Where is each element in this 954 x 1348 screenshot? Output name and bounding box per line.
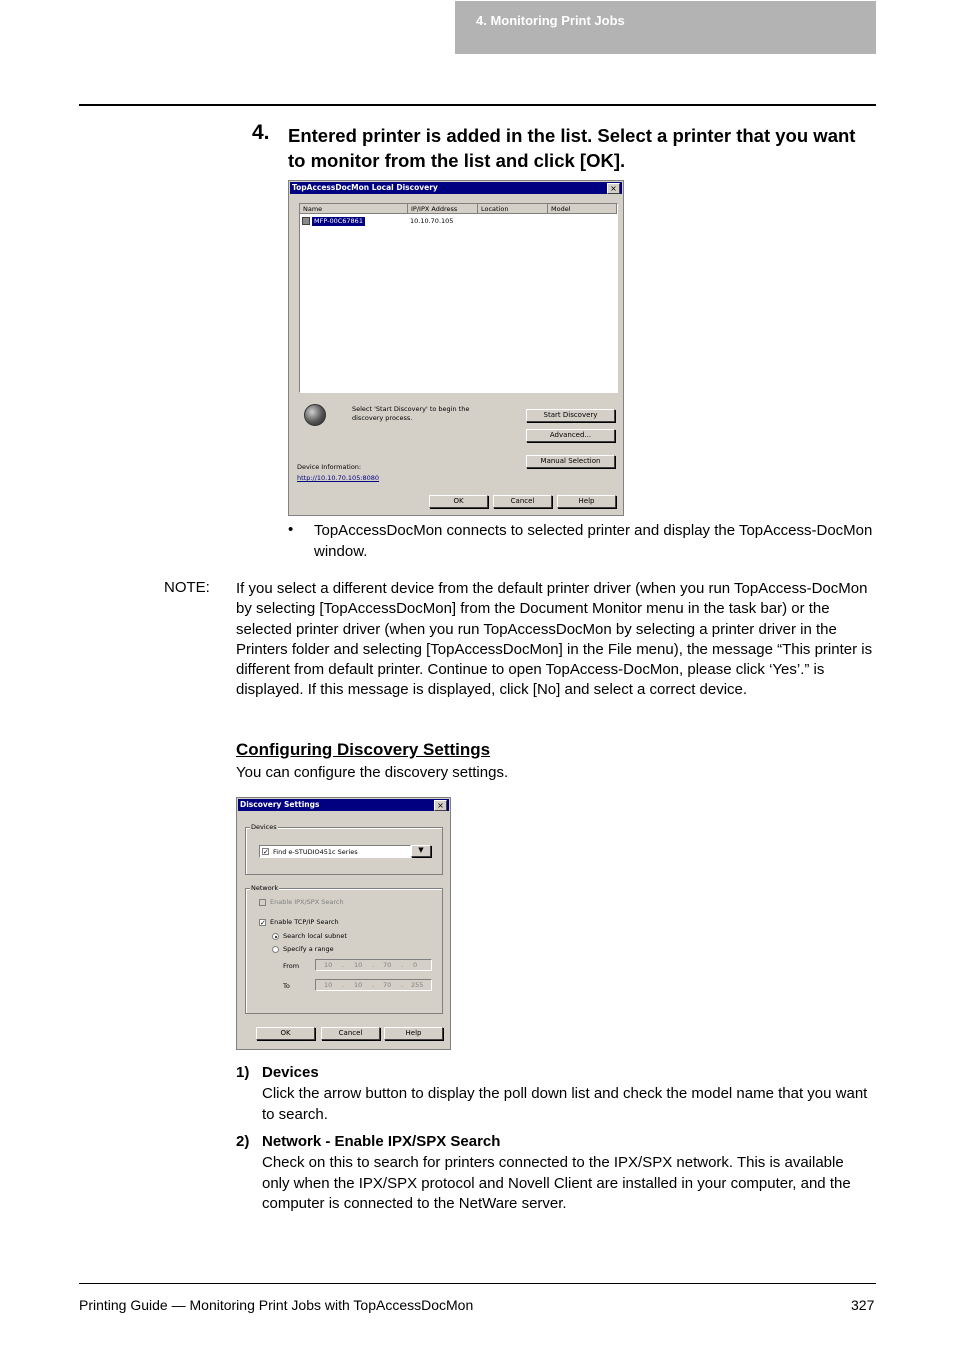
start-discovery-button[interactable]: Start Discovery bbox=[526, 409, 615, 422]
ipx-label: Enable IPX/SPX Search bbox=[270, 898, 344, 906]
settings-help-button[interactable]: Help bbox=[384, 1027, 443, 1040]
to-ip-field[interactable] bbox=[315, 979, 432, 991]
radio-range-label: Specify a range bbox=[283, 945, 334, 953]
printer-name: MFP-00C67861 bbox=[314, 217, 363, 225]
from-ip-dot-2: . bbox=[372, 961, 375, 969]
item-title: Network - Enable IPX/SPX Search bbox=[262, 1133, 501, 1150]
device-checkbox[interactable]: ✓ bbox=[263, 848, 269, 856]
settings-title: Discovery Settings bbox=[240, 800, 320, 809]
section-tab bbox=[455, 1, 876, 54]
to-ip-dot-1: . bbox=[342, 981, 345, 989]
footer-rule bbox=[79, 1283, 876, 1284]
to-ip-1: 10 bbox=[324, 981, 333, 989]
item-title: Devices bbox=[262, 1064, 319, 1081]
discovery-hint: Select 'Start Discovery' to begin the discovery process. bbox=[352, 405, 470, 422]
devices-combo[interactable] bbox=[259, 845, 411, 858]
manual-selection-button[interactable]: Manual Selection bbox=[526, 455, 615, 468]
col-model[interactable]: Model bbox=[548, 204, 617, 214]
to-ip-dot-3: . bbox=[401, 981, 404, 989]
devices-group bbox=[245, 823, 443, 875]
ipx-checkbox[interactable] bbox=[259, 899, 266, 906]
devices-value: Find e-STUDIO451c Series bbox=[273, 848, 358, 856]
device-info-label: Device Information: bbox=[297, 463, 362, 471]
item-number: 2) bbox=[236, 1133, 250, 1150]
item-body: Check on this to search for printers connected to the IPX/SPX network. This is available only when the IPX/SPX protocol and Novell Client are installed in your computer, and the computer is connected to the NetWare server. bbox=[262, 1154, 851, 1212]
globe-icon bbox=[304, 404, 326, 426]
from-ip-dot-3: . bbox=[401, 961, 404, 969]
radio-local-label: Search local subnet bbox=[283, 932, 347, 940]
to-ip-2: 10 bbox=[354, 981, 363, 989]
close-icon[interactable]: × bbox=[607, 183, 620, 194]
settings-ok-button[interactable]: OK bbox=[256, 1027, 315, 1040]
section-tab-label: 4. Monitoring Print Jobs bbox=[476, 13, 625, 28]
item-number: 1) bbox=[236, 1064, 250, 1081]
discovery-titlebar bbox=[290, 182, 622, 194]
col-name[interactable]: Name bbox=[300, 204, 408, 214]
footer-title: Printing Guide — Monitoring Print Jobs with TopAccessDocMon bbox=[79, 1297, 474, 1313]
settings-cancel-button[interactable]: Cancel bbox=[321, 1027, 380, 1040]
note-label: NOTE: bbox=[164, 579, 210, 596]
bullet-marker: • bbox=[288, 521, 294, 538]
network-group-label: Network bbox=[251, 884, 279, 892]
discovery-dialog bbox=[288, 180, 624, 516]
bullet-text: TopAccessDocMon connects to selected printer and display the TopAccess-DocMon window. bbox=[314, 522, 873, 560]
device-link[interactable]: http://10.10.70.105:8080 bbox=[297, 474, 380, 482]
col-address[interactable]: IP/IPX Address bbox=[408, 204, 478, 214]
note-text: If you select a different device from the default printer driver (when you run TopAccess-DocMon by selecting [TopAccessDocMon] from the Document Monitor menu in the task bar) or the selected printer driver (when you run TopAccessDocMon by selecting a printer driver in the Printers folder and selecting [TopAccessDocMon] in the File menu), the message “This printer is different from default printer. Continue to open TopAccess-DocMon, please click ‘Yes’.” is displayed. If this message is displayed, click [No] and select a correct device. bbox=[236, 580, 873, 699]
item-body: Click the arrow button to display the poll down list and check the model name that you want to search. bbox=[262, 1085, 868, 1123]
chevron-down-icon[interactable]: ▼ bbox=[411, 845, 431, 857]
from-ip-dot-1: . bbox=[342, 961, 345, 969]
help-button[interactable]: Help bbox=[557, 495, 616, 508]
table-row[interactable] bbox=[302, 217, 602, 227]
from-ip-2: 10 bbox=[354, 961, 363, 969]
devices-group-label: Devices bbox=[251, 823, 277, 831]
header-rule bbox=[79, 104, 876, 106]
radio-specify-range[interactable] bbox=[272, 946, 279, 953]
step-number: 4. bbox=[252, 121, 270, 144]
close-icon[interactable]: × bbox=[434, 800, 447, 811]
step-text: Entered printer is added in the list. Select a printer that you want to monitor from the list and click [OK]. bbox=[288, 125, 856, 171]
radio-local-subnet[interactable] bbox=[272, 933, 279, 940]
from-ip-3: 70 bbox=[383, 961, 392, 969]
settings-titlebar bbox=[238, 799, 449, 811]
from-ip-1: 10 bbox=[324, 961, 333, 969]
cancel-button[interactable]: Cancel bbox=[493, 495, 552, 508]
section-intro: You can configure the discovery settings. bbox=[236, 764, 509, 781]
col-location[interactable]: Location bbox=[478, 204, 548, 214]
ok-button[interactable]: OK bbox=[429, 495, 488, 508]
to-ip-dot-2: . bbox=[372, 981, 375, 989]
network-group bbox=[245, 884, 443, 1014]
discovery-title: TopAccessDocMon Local Discovery bbox=[292, 183, 438, 192]
settings-dialog bbox=[236, 797, 451, 1050]
to-ip-3: 70 bbox=[383, 981, 392, 989]
page-number: 327 bbox=[851, 1297, 875, 1313]
from-label: From bbox=[283, 962, 300, 970]
printer-address: 10.10.70.105 bbox=[410, 217, 454, 225]
from-ip-4: 0 bbox=[413, 961, 418, 969]
printer-list[interactable] bbox=[299, 203, 618, 393]
section-heading: Configuring Discovery Settings bbox=[236, 740, 491, 759]
from-ip-field[interactable] bbox=[315, 959, 432, 971]
advanced-button[interactable]: Advanced... bbox=[526, 429, 615, 442]
to-ip-4: 255 bbox=[411, 981, 424, 989]
printer-icon bbox=[302, 217, 310, 225]
tcp-checkbox[interactable]: ✓ bbox=[260, 919, 266, 927]
tcp-label: Enable TCP/IP Search bbox=[270, 918, 339, 926]
to-label: To bbox=[283, 982, 290, 990]
